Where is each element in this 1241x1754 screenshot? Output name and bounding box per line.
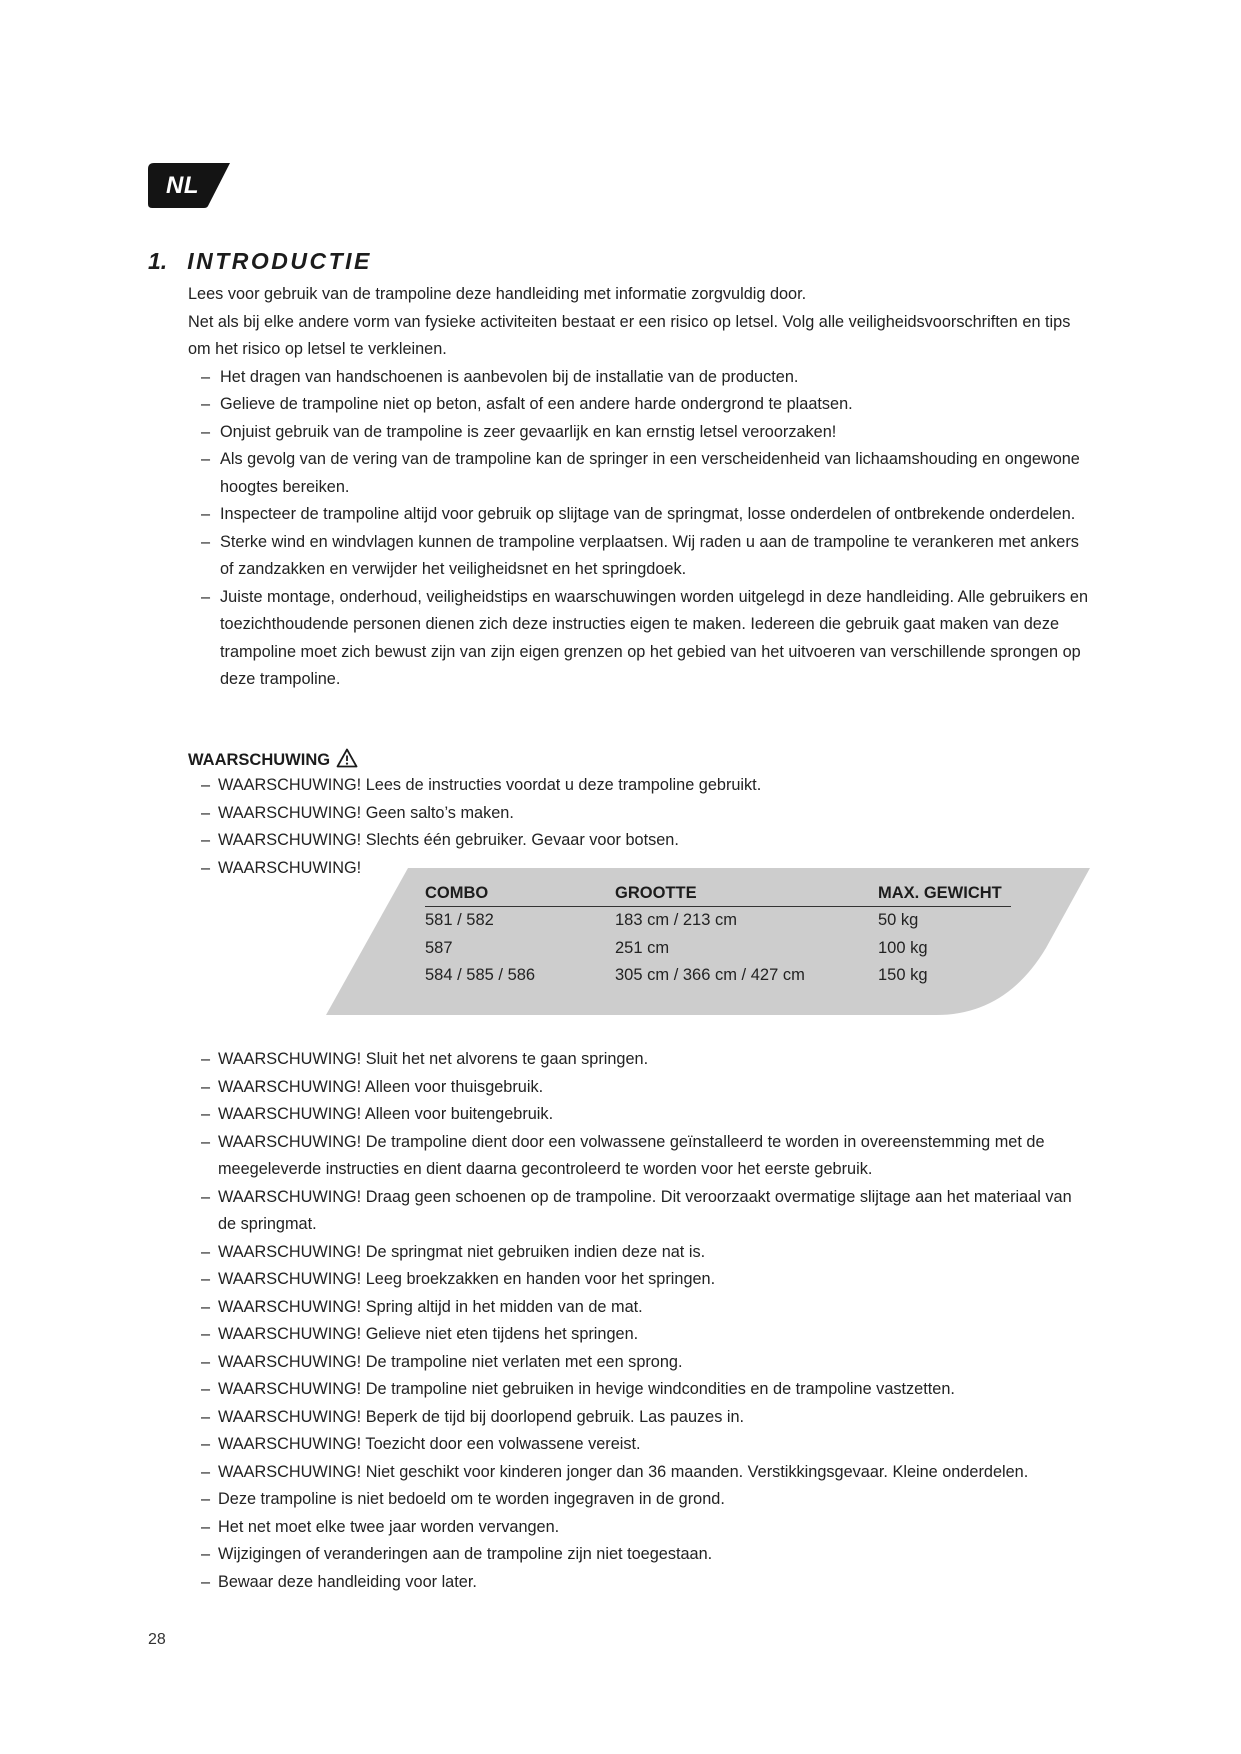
table-cell: 584 / 585 / 586	[425, 966, 536, 984]
list-item: – Deze trampoline is niet bedoeld om te worden ingegraven in de grond.	[201, 1490, 725, 1508]
table-header: COMBO	[425, 878, 615, 907]
table-cell: 150 kg	[878, 966, 928, 984]
warning-triangle-icon	[336, 748, 358, 768]
section-title-text: INTRODUCTIE	[187, 248, 372, 274]
list-item: – WAARSCHUWING!	[201, 858, 362, 877]
list-item: – WAARSCHUWING! De springmat niet gebruiken indien deze nat is.	[201, 1242, 706, 1261]
list-item: – WAARSCHUWING! Beperk de tijd bij doorlopend gebruik. Las pauzes in.	[201, 1407, 745, 1426]
table-header: MAX. GEWICHT	[878, 878, 1011, 907]
intro-block	[188, 281, 1088, 694]
list-item: – Het net moet elke twee jaar worden vervangen.	[201, 1517, 560, 1536]
list-item: – WAARSCHUWING! Slechts één gebruiker. Gevaar voor botsen.	[201, 831, 679, 849]
section-title	[148, 248, 372, 275]
warning-list-top	[188, 772, 1088, 882]
list-item: – WAARSCHUWING! De trampoline niet verlaten met een sprong.	[201, 1352, 683, 1371]
list-item: – WAARSCHUWING! Alleen voor buitengebruik.	[201, 1105, 554, 1123]
list-item: – Inspecteer de trampoline altijd voor gebruik op slijtage van de springmat, losse onderdelen of ontbrekende onderdelen.	[201, 505, 1076, 523]
list-item: – WAARSCHUWING! Geen salto’s maken.	[201, 803, 514, 822]
table-header-row	[425, 878, 1011, 907]
weight-table	[425, 878, 1011, 990]
table-cell: 251 cm	[615, 938, 670, 957]
section-number: 1.	[148, 248, 168, 274]
list-item: – Het dragen van handschoenen is aanbevolen bij de installatie van de producten.	[201, 367, 799, 386]
intro-bullet-list	[188, 364, 1088, 694]
table-cell: 581 / 582	[425, 911, 494, 929]
list-item: – WAARSCHUWING! De trampoline dient door een volwassene geïnstalleerd te worden in overeenstemming met de meegeleverde instructies en dient daarna gecontroleerd te worden voor het eerste gebruik.	[201, 1132, 1045, 1178]
list-item: – Gelieve de trampoline niet op beton, asfalt of een andere harde ondergrond te plaatsen.	[201, 395, 853, 413]
list-item: – WAARSCHUWING! Niet geschikt voor kinderen jonger dan 36 maanden. Verstikkingsgevaar. Kleine onderdelen.	[201, 1462, 1029, 1481]
table-cell: 587	[425, 938, 453, 957]
language-badge	[148, 163, 230, 208]
warning-list-bottom	[188, 1046, 1088, 1596]
list-item: – Onjuist gebruik van de trampoline is zeer gevaarlijk en kan ernstig letsel veroorzaken!	[201, 422, 837, 441]
list-item: – WAARSCHUWING! De trampoline niet gebruiken in hevige windcondities en de trampoline vastzetten.	[201, 1380, 955, 1398]
list-item: – WAARSCHUWING! Lees de instructies voordat u deze trampoline gebruikt.	[201, 776, 762, 794]
table-cell: 183 cm / 213 cm	[615, 911, 737, 929]
list-item: – Bewaar deze handleiding voor later.	[201, 1572, 477, 1591]
table-row	[425, 907, 1011, 935]
table-cell: 305 cm / 366 cm / 427 cm	[615, 966, 805, 984]
list-item: – WAARSCHUWING! Gelieve niet eten tijdens het springen.	[201, 1325, 639, 1343]
list-item: – WAARSCHUWING! Draag geen schoenen op de trampoline. Dit veroorzaakt overmatige slijtage aan het materiaal van de springmat.	[201, 1187, 1072, 1233]
table-row	[425, 935, 1011, 963]
language-badge-label: NL	[166, 172, 199, 199]
list-item: – Wijzigingen of veranderingen aan de trampoline zijn niet toegestaan.	[201, 1545, 713, 1563]
list-item: – WAARSCHUWING! Leeg broekzakken en handen voor het springen.	[201, 1270, 716, 1288]
list-item: – WAARSCHUWING! Sluit het net alvorens te gaan springen.	[201, 1050, 649, 1068]
page-number: 28	[148, 1631, 166, 1648]
table-cell: 100 kg	[878, 938, 928, 957]
list-item: – Als gevolg van de vering van de trampoline kan de springer in een verscheidenheid van lichaamshouding en ongewone hoogtes bereiken.	[201, 450, 1080, 496]
list-item: – WAARSCHUWING! Alleen voor thuisgebruik.	[201, 1077, 544, 1096]
list-item: – WAARSCHUWING! Spring altijd in het midden van de mat.	[201, 1297, 643, 1316]
intro-paragraph: Net als bij elke andere vorm van fysieke activiteiten bestaat er een risico op letsel. Volg alle veiligheidsvoorschriften en tips om het risico op letsel te verkleinen.	[188, 312, 1071, 358]
table-cell: 50 kg	[878, 911, 919, 929]
list-item: – WAARSCHUWING! Toezicht door een volwassene vereist.	[201, 1435, 641, 1453]
table-header: GROOTTE	[615, 878, 878, 907]
intro-paragraph: Lees voor gebruik van de trampoline deze handleiding met informatie zorgvuldig door.	[188, 285, 807, 303]
table-row	[425, 962, 1011, 990]
list-item: – Juiste montage, onderhoud, veiligheidstips en waarschuwingen worden uitgelegd in deze handleiding. Alle gebruikers en toezichthoudende personen dienen zich deze instructies eigen te maken. Iedereen die gebruik gaat maken van deze trampoline moet zich bewust zijn van zijn eigen grenzen op het gebied van het uitvoeren van verschillende sprongen op deze trampoline.	[201, 587, 1089, 688]
warning-heading: WAARSCHUWING	[188, 745, 358, 770]
list-item: – Sterke wind en windvlagen kunnen de trampoline verplaatsen. Wij raden u aan de trampoline te verankeren met ankers of zandzakken en verwijder het veiligheidsnet en het springdoek.	[201, 532, 1079, 578]
